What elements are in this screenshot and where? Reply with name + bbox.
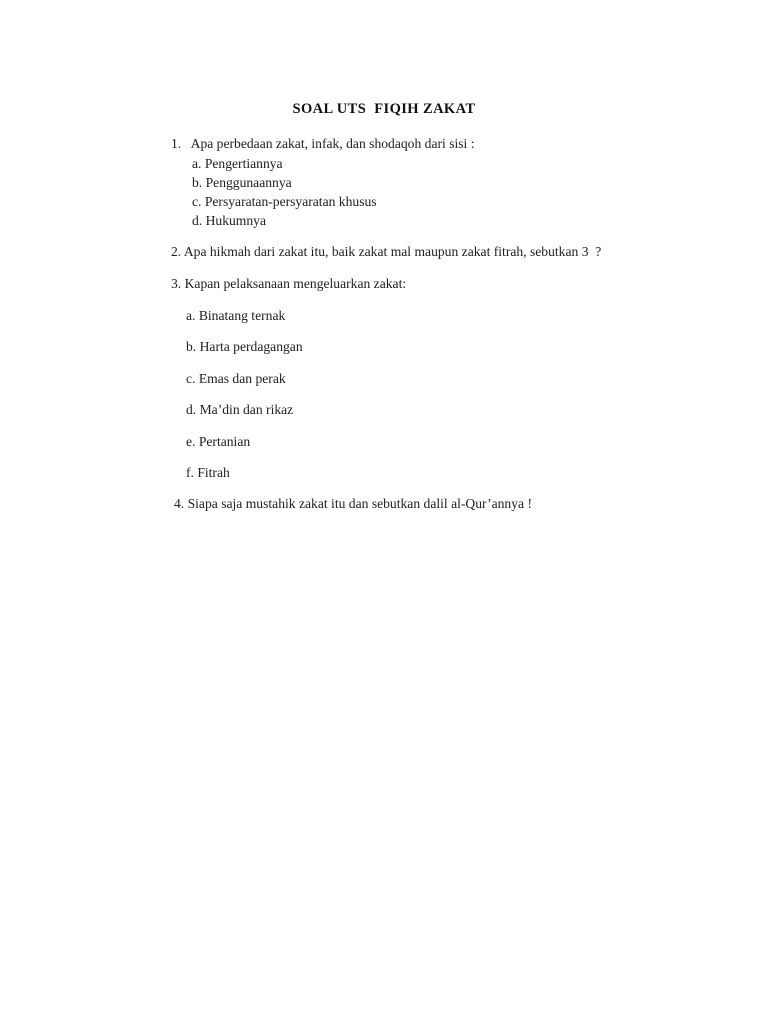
question-1-option-a: a. Pengertiannya xyxy=(192,156,283,171)
question-3-option-c: c. Emas dan perak xyxy=(186,371,286,386)
question-3-option-d: d. Ma’din dan rikaz xyxy=(186,402,294,417)
question-3-option-e: e. Pertanian xyxy=(186,434,251,449)
question-3-option-f: f. Fitrah xyxy=(186,465,230,480)
page-title: SOAL UTS FIQIH ZAKAT xyxy=(292,101,476,117)
question-3-option-b: b. Harta perdagangan xyxy=(186,339,303,354)
question-3-option-a: a. Binatang ternak xyxy=(186,308,286,323)
question-1-option-d: d. Hukumnya xyxy=(192,213,267,228)
question-1-option-b: b. Penggunaannya xyxy=(192,175,292,190)
question-item-4: 4. Siapa saja mustahik zakat itu dan sebutkan dalil al-Qur’annya ! xyxy=(174,496,532,511)
question-1-option-c: c. Persyaratan-persyaratan khusus xyxy=(192,194,377,209)
question-item-1: 1. Apa perbedaan zakat, infak, dan shodaqoh dari sisi : xyxy=(171,136,475,151)
question-item-3: 3. Kapan pelaksanaan mengeluarkan zakat: xyxy=(171,276,407,291)
question-item-2: 2. Apa hikmah dari zakat itu, baik zakat mal maupun zakat fitrah, sebutkan 3 ? xyxy=(171,244,602,259)
